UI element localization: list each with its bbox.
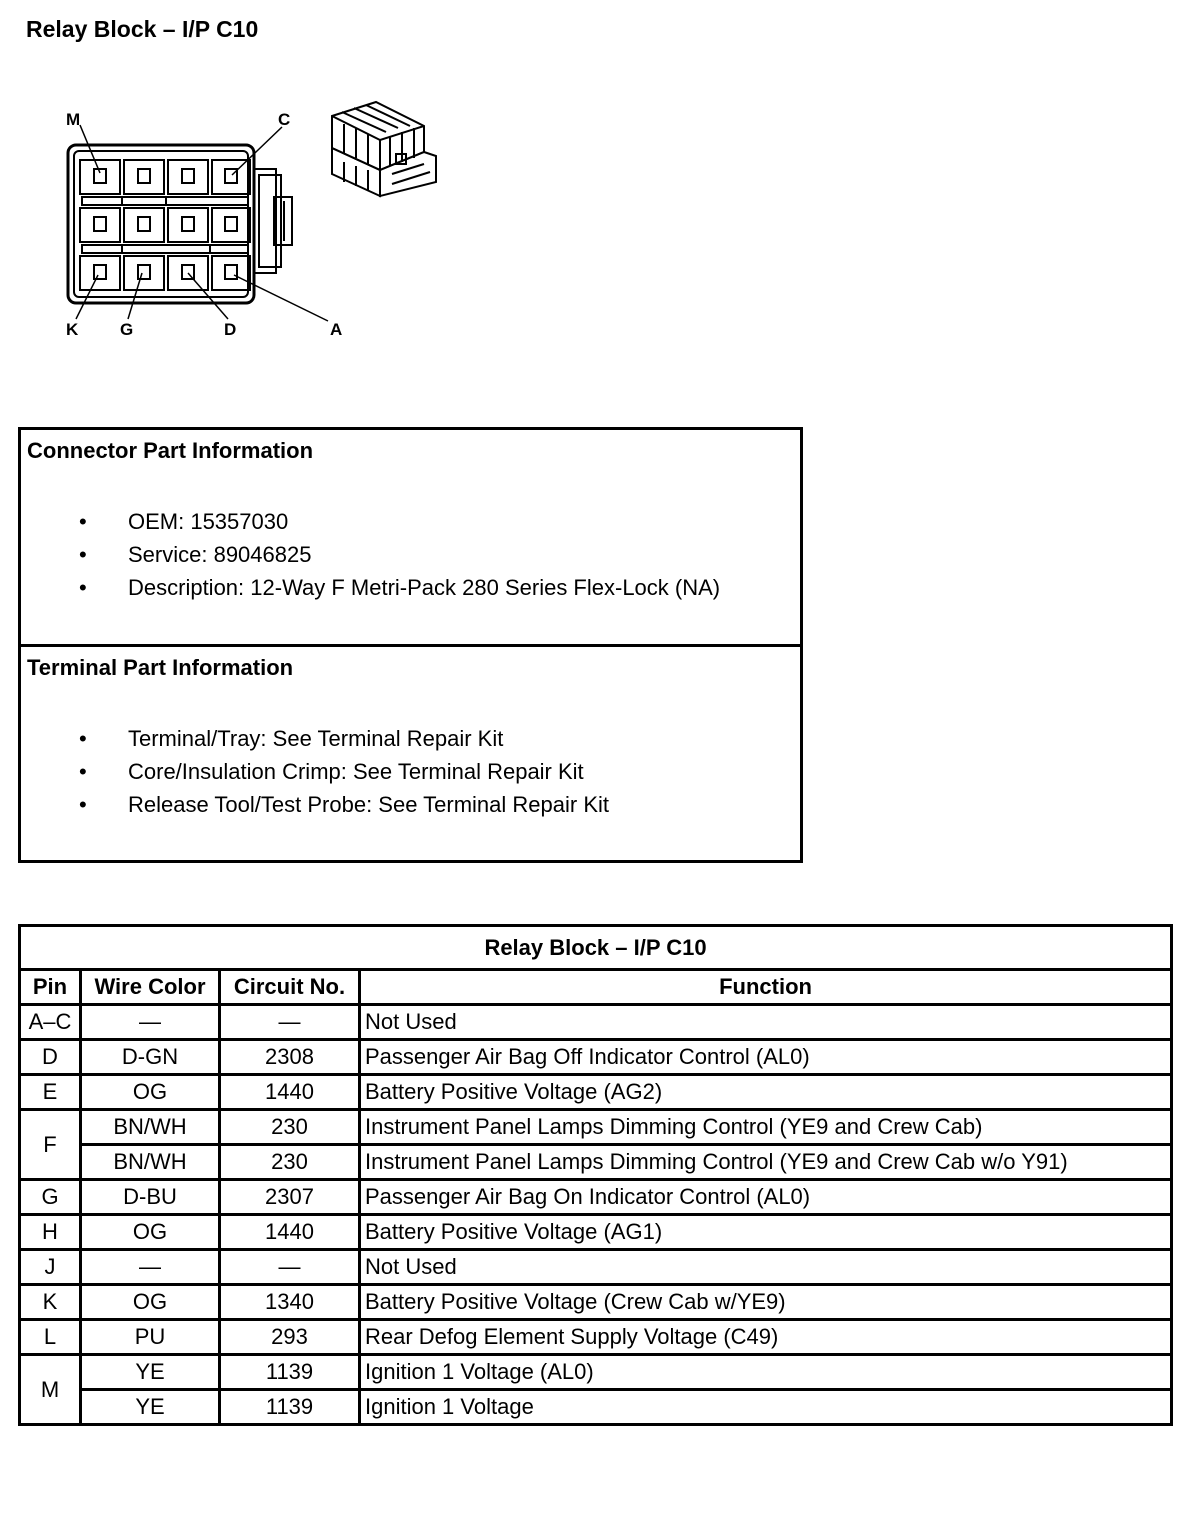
- wire-color-cell: —: [81, 1005, 220, 1040]
- circuit-cell: 1440: [220, 1075, 360, 1110]
- wire-color-cell: OG: [81, 1215, 220, 1250]
- wire-color-cell: —: [81, 1250, 220, 1285]
- terminal-info-heading: Terminal Part Information: [27, 655, 294, 680]
- list-item: • Terminal/Tray: See Terminal Repair Kit: [27, 722, 794, 755]
- wire-color-cell: YE: [81, 1390, 220, 1425]
- circuit-cell: 2307: [220, 1180, 360, 1215]
- wire-color-cell: D-BU: [81, 1180, 220, 1215]
- function-cell: Instrument Panel Lamps Dimming Control (YE9 and Crew Cab w/o Y91): [360, 1145, 1172, 1180]
- pin-label-a: A: [330, 320, 343, 339]
- connector-info-list: [27, 505, 794, 604]
- wire-color-cell: BN/WH: [81, 1110, 220, 1145]
- circuit-cell: 1340: [220, 1285, 360, 1320]
- table-title: Relay Block – I/P C10: [20, 926, 1172, 970]
- function-cell: Ignition 1 Voltage (AL0): [360, 1355, 1172, 1390]
- wire-color-cell: BN/WH: [81, 1145, 220, 1180]
- connector-isometric-image: [326, 96, 442, 200]
- connector-info-heading: Connector Part Information: [27, 438, 314, 463]
- wire-color-cell: YE: [81, 1355, 220, 1390]
- pin-label-g: G: [120, 320, 134, 339]
- pin-cell: L: [20, 1320, 81, 1355]
- circuit-cell: —: [220, 1005, 360, 1040]
- pin-cell: F: [20, 1110, 81, 1180]
- table-row: [20, 1110, 1172, 1145]
- pin-label-m: M: [66, 110, 81, 129]
- header-pin: Pin: [20, 970, 81, 1005]
- pin-cell: D: [20, 1040, 81, 1075]
- circuit-cell: 2308: [220, 1040, 360, 1075]
- pin-cell: K: [20, 1285, 81, 1320]
- list-item: • Core/Insulation Crimp: See Terminal Repair Kit: [27, 755, 794, 788]
- header-function: Function: [360, 970, 1172, 1005]
- pin-cell: M: [20, 1355, 81, 1425]
- pin-cell: J: [20, 1250, 81, 1285]
- wire-color-cell: OG: [81, 1285, 220, 1320]
- table-row: [20, 1285, 1172, 1320]
- pin-label-c: C: [278, 110, 291, 129]
- table-row: [20, 1355, 1172, 1390]
- table-row: [20, 1040, 1172, 1075]
- circuit-cell: 1139: [220, 1355, 360, 1390]
- page-title: Relay Block – I/P C10: [26, 16, 259, 42]
- pin-cell: H: [20, 1215, 81, 1250]
- circuit-cell: 293: [220, 1320, 360, 1355]
- header-wire-color: Wire Color: [81, 970, 220, 1005]
- pin-label-d: D: [224, 320, 237, 339]
- function-cell: Passenger Air Bag On Indicator Control (AL0): [360, 1180, 1172, 1215]
- table-row: [20, 1390, 1172, 1425]
- part-information-box: [18, 427, 803, 863]
- pinout-table: [18, 924, 1173, 1426]
- table-row: [20, 1320, 1172, 1355]
- function-cell: Battery Positive Voltage (AG1): [360, 1215, 1172, 1250]
- bullet-icon: •: [79, 509, 87, 534]
- table-row: [20, 1180, 1172, 1215]
- table-row: [20, 1005, 1172, 1040]
- list-item: • Service: 89046825: [27, 538, 794, 571]
- pin-cell: A–C: [20, 1005, 81, 1040]
- terminal-info-list: [27, 722, 794, 821]
- bullet-icon: •: [79, 726, 87, 751]
- function-cell: Not Used: [360, 1005, 1172, 1040]
- list-item: • Description: 12-Way F Metri-Pack 280 Series Flex-Lock (NA): [27, 571, 794, 604]
- table-row: [20, 1145, 1172, 1180]
- list-item: • Release Tool/Test Probe: See Terminal Repair Kit: [27, 788, 794, 821]
- function-cell: Not Used: [360, 1250, 1172, 1285]
- circuit-cell: 230: [220, 1110, 360, 1145]
- connector-face-diagram: [60, 105, 360, 345]
- wire-color-cell: D-GN: [81, 1040, 220, 1075]
- function-cell: Passenger Air Bag Off Indicator Control (AL0): [360, 1040, 1172, 1075]
- table-row: [20, 1075, 1172, 1110]
- table-title-row: [20, 926, 1172, 970]
- pin-cell: E: [20, 1075, 81, 1110]
- function-cell: Ignition 1 Voltage: [360, 1390, 1172, 1425]
- circuit-cell: 230: [220, 1145, 360, 1180]
- bullet-icon: •: [79, 542, 87, 567]
- pin-label-k: K: [66, 320, 79, 339]
- function-cell: Battery Positive Voltage (AG2): [360, 1075, 1172, 1110]
- pin-cell: G: [20, 1180, 81, 1215]
- list-item: • OEM: 15357030: [27, 505, 794, 538]
- table-header-row: [20, 970, 1172, 1005]
- function-cell: Rear Defog Element Supply Voltage (C49): [360, 1320, 1172, 1355]
- circuit-cell: —: [220, 1250, 360, 1285]
- terminal-part-information: [21, 647, 800, 860]
- bullet-icon: •: [79, 792, 87, 817]
- connector-part-information: [21, 430, 800, 647]
- circuit-cell: 1139: [220, 1390, 360, 1425]
- bullet-icon: •: [79, 759, 87, 784]
- wire-color-cell: OG: [81, 1075, 220, 1110]
- table-row: [20, 1215, 1172, 1250]
- wire-color-cell: PU: [81, 1320, 220, 1355]
- table-row: [20, 1250, 1172, 1285]
- function-cell: Battery Positive Voltage (Crew Cab w/YE9): [360, 1285, 1172, 1320]
- function-cell: Instrument Panel Lamps Dimming Control (YE9 and Crew Cab): [360, 1110, 1172, 1145]
- header-circuit: Circuit No.: [220, 970, 360, 1005]
- bullet-icon: •: [79, 575, 87, 600]
- circuit-cell: 1440: [220, 1215, 360, 1250]
